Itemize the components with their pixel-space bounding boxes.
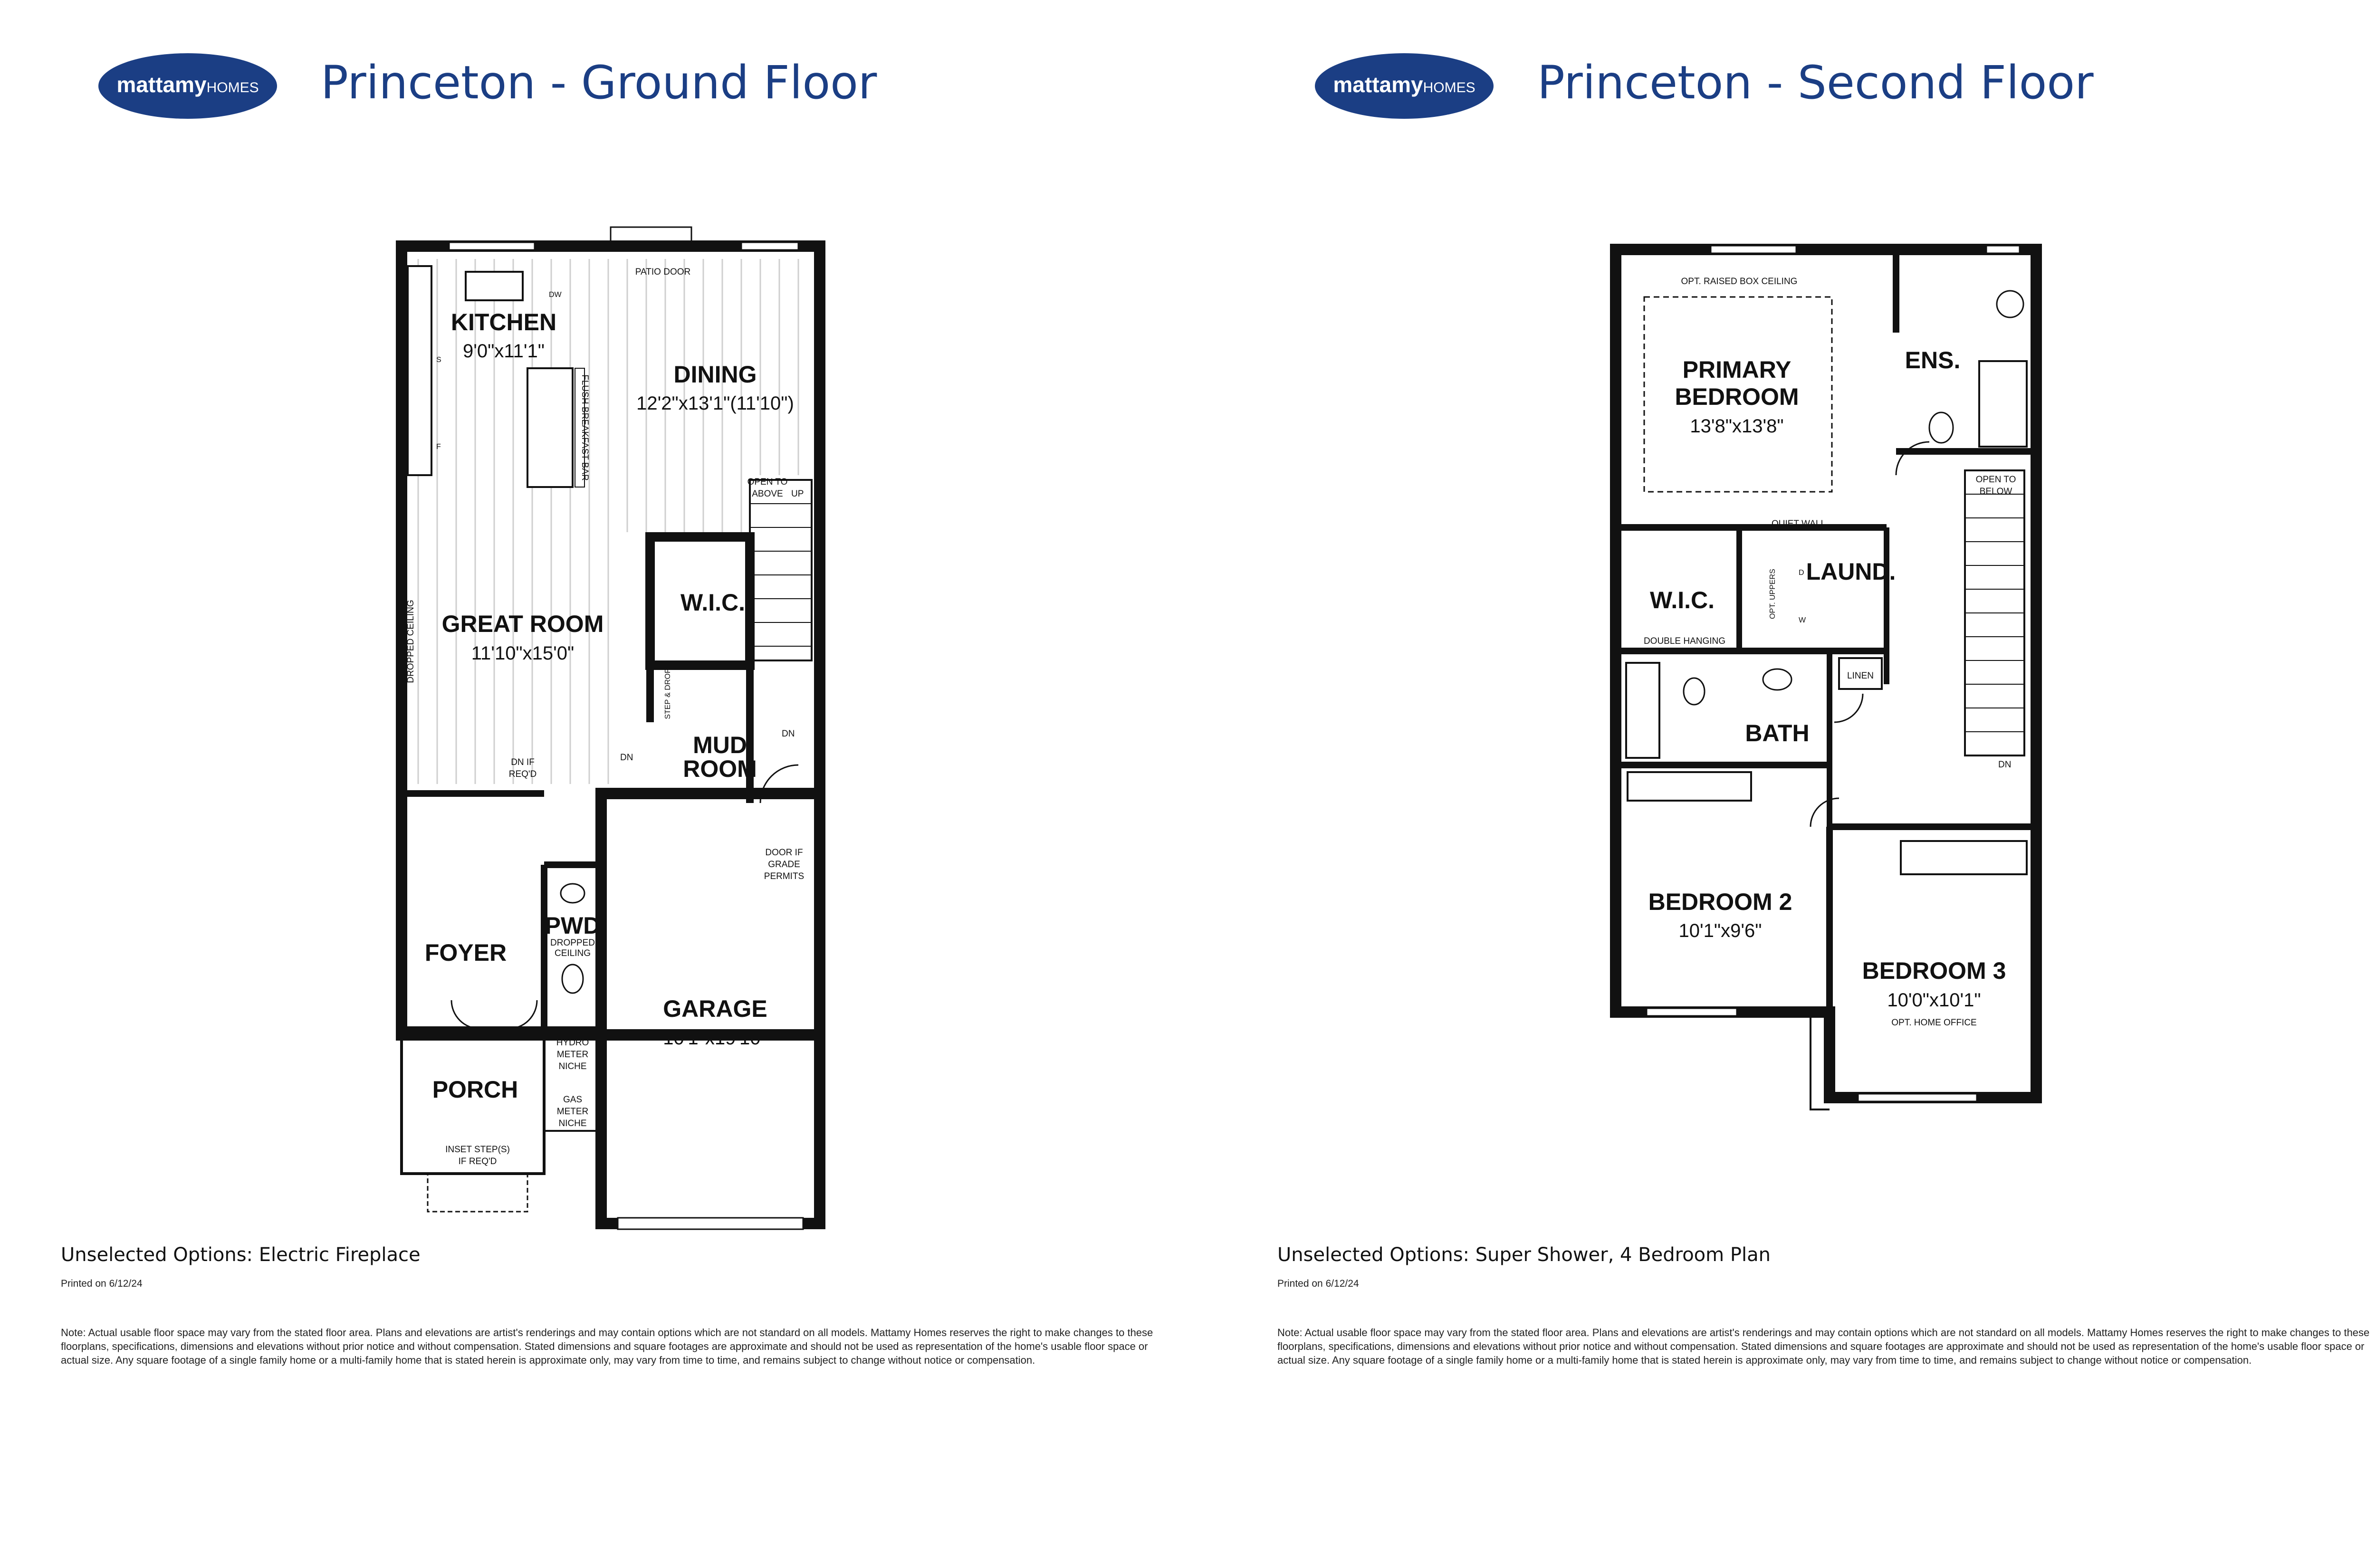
logo-text: mattamyHOMES: [116, 72, 259, 97]
room-mud-room-2: ROOM: [683, 755, 757, 782]
label-step-drop: STEP & DROP: [664, 668, 672, 719]
label-inset-steps: INSET STEP(S): [445, 1145, 510, 1155]
label-dn-if-reqd: DN IF: [511, 757, 535, 767]
label-open-below: OPEN TO: [1975, 475, 2016, 485]
unselected-options: Unselected Options: Electric Fireplace: [61, 1244, 421, 1266]
room-primary-2: BEDROOM: [1675, 383, 1799, 410]
label-flush-bar: FLUSH BREAKFAST BAR: [580, 374, 590, 481]
room-dining: DINING: [673, 361, 757, 388]
room-bedroom-2: BEDROOM 2: [1648, 889, 1792, 915]
page-title: Princeton - Second Floor: [1537, 56, 2094, 109]
room-wic: W.I.C.: [1649, 587, 1715, 613]
label-hydro-3: NICHE: [558, 1061, 587, 1071]
label-patio-door: PATIO DOOR: [635, 267, 691, 277]
logo-text: mattamyHOMES: [1333, 72, 1475, 97]
label-dn: DN: [1998, 760, 2012, 770]
label-door-if-grade-3: PERMITS: [764, 871, 805, 881]
label-dn-2: DN: [620, 753, 633, 763]
label-double-hanging: DOUBLE HANGING: [1643, 636, 1726, 646]
label-dryer: D: [1799, 569, 1804, 577]
unselected-options: Unselected Options: Super Shower, 4 Bedroom Plan: [1277, 1244, 1771, 1266]
label-inset-steps-2: IF REQ'D: [458, 1157, 497, 1166]
second-floor-panel: [1217, 0, 2376, 1568]
label-washer: W: [1799, 616, 1806, 624]
page-title: Princeton - Ground Floor: [321, 56, 877, 109]
room-bedroom-3: BEDROOM 3: [1862, 957, 2006, 984]
label-up: UP: [791, 489, 804, 499]
room-porch: PORCH: [432, 1076, 518, 1103]
room-garage-dim: 10'1"x19'10": [663, 1028, 767, 1049]
label-open-to-above-2: ABOVE: [752, 489, 783, 499]
label-pwd-dropped: DROPPED: [550, 938, 595, 948]
room-bedroom-3-dim: 10'0"x10'1": [1887, 990, 1981, 1011]
room-primary: PRIMARY: [1682, 356, 1792, 383]
label-open-below-2: BELOW: [1979, 487, 2012, 497]
disclaimer-note: Note: Actual usable floor space may vary from the stated floor area. Plans and elevations are artist's renderings and may contain options which are not standard on all models. Mattamy Homes reserves the right to make changes to these floorplans, specifications, dimensions and elevations without prior notice and without compensation. Stated dimensions and square footages are approximate and should not be used as representation of the home's usable floor space or actual size. Any square footage of a single family home or a multi-family home that is stated herein is approximate only, may vary from time to time, and remains subject to change without notice or compensation.: [1277, 1327, 2370, 1366]
label-dropped-ceiling: DROPPED CEILING: [406, 600, 416, 683]
label-linen: LINEN: [1847, 671, 1874, 681]
room-kitchen: KITCHEN: [450, 309, 557, 335]
label-gas-2: METER: [556, 1107, 589, 1117]
room-bath: BATH: [1745, 720, 1810, 746]
room-foyer: FOYER: [424, 939, 507, 966]
label-door-if-grade: DOOR IF: [765, 848, 803, 858]
room-laundry: LAUND.: [1806, 558, 1896, 585]
room-wic: W.I.C.: [680, 589, 746, 616]
printed-date: Printed on 6/12/24: [1277, 1278, 1359, 1289]
label-hydro: HYDRO: [556, 1038, 589, 1048]
room-primary-dim: 13'8"x13'8": [1690, 416, 1784, 437]
room-bedroom-2-dim: 10'1"x9'6": [1678, 920, 1762, 941]
label-dn: DN: [782, 729, 795, 739]
label-dn-if-reqd-2: REQ'D: [508, 769, 537, 779]
label-fridge: F: [436, 443, 441, 451]
label-open-to-above: OPEN TO: [747, 477, 788, 487]
label-quiet-wall: QUIET WALL: [1771, 519, 1826, 529]
room-great-room: GREAT ROOM: [441, 611, 604, 637]
room-garage: GARAGE: [663, 995, 767, 1022]
disclaimer-note: Note: Actual usable floor space may vary from the stated floor area. Plans and elevations are artist's renderings and may contain options which are not standard on all models. Mattamy Homes reserves the right to make changes to these floorplans, specifications, dimensions and elevations without prior notice and without compensation. Stated dimensions and square footages are approximate and should not be used as representation of the home's usable floor space or actual size. Any square footage of a single family home or a multi-family home that is stated herein is approximate only, may vary from time to time, and remains subject to change without notice or compensation.: [61, 1327, 1153, 1366]
printed-date: Printed on 6/12/24: [61, 1278, 143, 1289]
label-hydro-2: METER: [556, 1050, 589, 1060]
label-home-office: OPT. HOME OFFICE: [1891, 1018, 1977, 1028]
label-sink: S: [436, 356, 441, 364]
label-pwd-ceiling: CEILING: [554, 948, 591, 958]
room-ensuite: ENS.: [1905, 347, 1961, 373]
room-great-room-dim: 11'10"x15'0": [471, 643, 575, 664]
room-pwd: PWD: [545, 912, 601, 939]
room-kitchen-dim: 9'0"x11'1": [463, 341, 545, 362]
label-door-if-grade-2: GRADE: [768, 860, 800, 870]
label-gas: GAS: [563, 1095, 583, 1105]
label-gas-3: NICHE: [558, 1119, 587, 1128]
label-dw: DW: [549, 291, 562, 299]
room-mud-room: MUD: [693, 732, 747, 758]
label-opt-uppers: OPT. UPPERS: [1769, 569, 1777, 619]
room-dining-dim: 12'2"x13'1"(11'10"): [636, 393, 794, 414]
label-opt-box-ceiling: OPT. RAISED BOX CEILING: [1681, 277, 1798, 287]
